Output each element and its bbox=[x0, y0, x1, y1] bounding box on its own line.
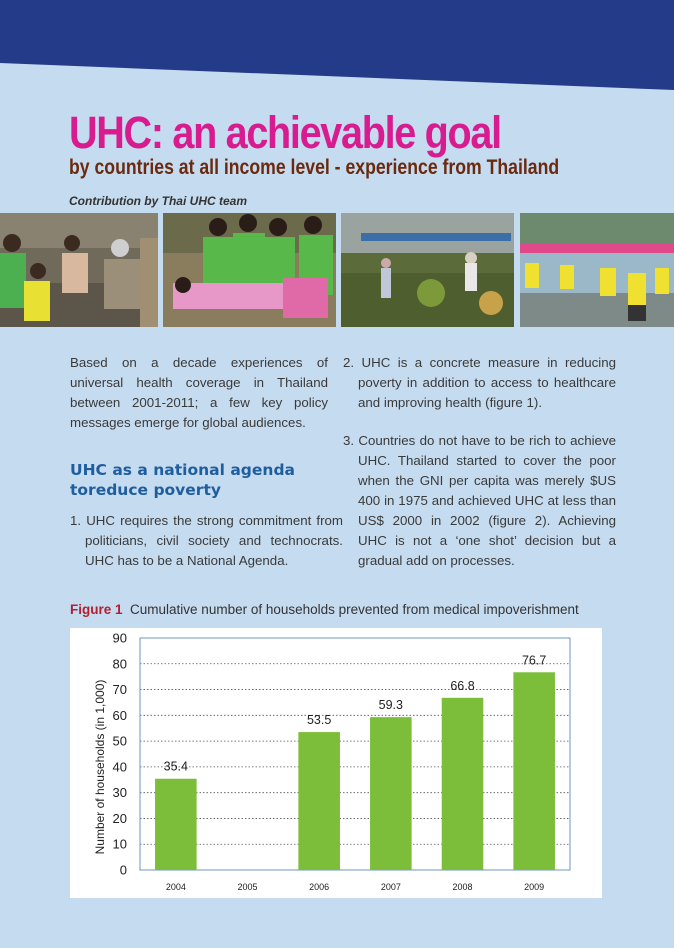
y-tick-label: 60 bbox=[112, 707, 127, 723]
y-tick-label: 40 bbox=[112, 759, 127, 775]
data-label-2008: 66.8 bbox=[450, 678, 475, 693]
bar-2004 bbox=[155, 779, 197, 870]
photo-health-volunteers bbox=[163, 213, 336, 327]
x-tick-label-2004: 2004 bbox=[165, 882, 186, 892]
x-tick-label-2008: 2008 bbox=[452, 882, 473, 892]
header-banner bbox=[0, 0, 674, 120]
bar-2007 bbox=[370, 717, 412, 870]
bar-2008 bbox=[442, 698, 484, 870]
x-tick-label-2005: 2005 bbox=[237, 882, 258, 892]
figure-caption bbox=[70, 602, 579, 617]
intro-paragraph: Based on a decade experiences of universal health coverage in Thailand between 2001-2011; a few key policy messages emerge for global audiences. bbox=[70, 355, 328, 430]
data-label-2004: 35.4 bbox=[163, 759, 189, 774]
y-tick-label: 10 bbox=[112, 836, 127, 852]
figure-label: Figure 1 bbox=[70, 602, 123, 617]
data-label-2006: 53.5 bbox=[306, 713, 332, 728]
y-tick-label: 50 bbox=[112, 733, 127, 749]
contribution-credit: Contribution by Thai UHC team bbox=[69, 194, 247, 208]
bar-2009 bbox=[513, 672, 555, 870]
y-tick-label: 20 bbox=[112, 810, 127, 826]
policy-point-1: 1. UHC requires the strong commitment from politicians, civil society and technocrats. UHC has to be a National Agenda. bbox=[70, 513, 343, 568]
plot-frame bbox=[140, 638, 570, 870]
y-axis-label: Number of households (in 1,000) bbox=[93, 679, 107, 855]
figure-caption-text: Cumulative number of households prevented from medical impoverishment bbox=[130, 602, 579, 617]
page-subtitle: by countries at all income level - experience from Thailand bbox=[69, 156, 560, 179]
y-tick-label: 30 bbox=[112, 785, 127, 801]
data-label-2009: 76.7 bbox=[521, 653, 547, 668]
y-tick-label: 70 bbox=[112, 682, 127, 698]
bar-2006 bbox=[298, 732, 340, 870]
photo-community-meeting bbox=[0, 213, 158, 327]
photo-garden-visitors bbox=[341, 213, 514, 327]
y-tick-label: 0 bbox=[119, 862, 127, 878]
x-tick-label-2009: 2009 bbox=[524, 882, 545, 892]
y-tick-label: 80 bbox=[112, 656, 127, 672]
data-label-2007: 59.3 bbox=[378, 698, 404, 713]
x-tick-label-2007: 2007 bbox=[380, 882, 401, 892]
policy-point-2: 2. UHC is a concrete measure in reducing poverty in addition to access to healthcare and improving health (figure 1). bbox=[343, 355, 616, 410]
policy-point-3: 3. Countries do not have to be rich to achieve UHC. Thailand started to cover the poor when the GNI per capita was merely $US 400 in 1975 and achieved UHC at less than US$ 2000 in 2002 (figure 2). Achieving UHC is not a ‘one shot’ decision but a gradual add on processes. bbox=[343, 433, 616, 568]
households-bar-chart bbox=[70, 628, 602, 898]
y-tick-label: 90 bbox=[112, 630, 127, 646]
section-heading: UHC as a national agenda toreduce poverty bbox=[70, 461, 295, 499]
x-tick-label-2006: 2006 bbox=[309, 882, 330, 892]
page-title: UHC: an achievable goal bbox=[69, 107, 501, 158]
photo-outdoor-exercise bbox=[520, 213, 674, 327]
